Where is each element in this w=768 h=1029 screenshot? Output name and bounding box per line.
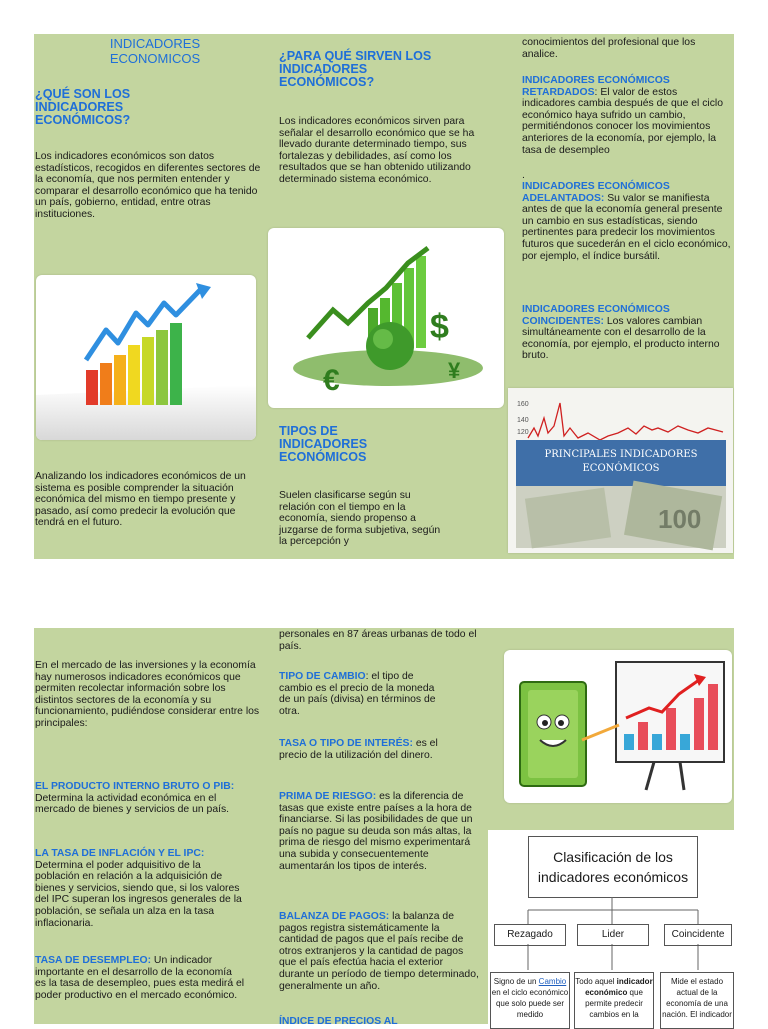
desempleo-label: TASA DE DESEMPLEO: [35,955,152,966]
pib-paragraph [35,781,245,816]
svg-text:¥: ¥ [448,358,461,383]
tick-160: 160 [517,401,529,408]
balanza-label: BALANZA DE PAGOS: [279,911,390,922]
banner-image [508,388,733,553]
desc-lider-a: Todo aquel [575,977,617,986]
desc-lider [574,972,654,1029]
adelantados-paragraph [522,181,732,262]
adelantados-label: INDICADORES ECONÓMICOS ADELANTADOS: [522,181,670,204]
box-coincidente: Coincidente [664,924,732,946]
retardados-paragraph [522,75,732,156]
growth-chart-image [36,275,256,440]
riesgo-paragraph [279,791,479,872]
interes-label: TASA O TIPO DE INTERÉS: [279,738,413,749]
heading-tipos: TIPOS DE INDICADORES ECONÓMICOS [279,424,368,464]
ipc-text: Determina el poder adquisitivo de la población en relación a la adquisición de bienes y servicios, siendo que, si los valores del IPC superan los ingresos generales de la población, se señala un alza en la tasa inflacionaria. [35,859,242,929]
tick-120: 120 [517,429,529,436]
globe-chart-image [268,228,504,408]
desempleo-text: Un indicador importante en el desarrollo de la economía es la tasa de desempleo, pues esta medirá el poder productivo en el mercado económico. [35,955,245,1001]
cambio-paragraph [279,671,439,717]
desc-rezagado-b: en el ciclo económico que solo puede ser medido [491,988,569,1019]
indice-heading: ÍNDICE DE PRECIOS AL [279,1016,398,1027]
balanza-text: la balanza de pagos registra sistemáticamente la cantidad de pagos que el país recibe de otros extranjeros y la cantidad de pagos que el país efectúa hacia el exterior durante un período de tiempo determinado, generalmente un año. [279,911,479,992]
coincidentes-paragraph [522,304,732,362]
bottom-intro: En el mercado de las inversiones y la economía hay numerosos indicadores económicos que permiten recolectar información sobre los distintos sectores de la economía y su funcionamiento, pudiéndose considerar entre los principales: [35,660,260,729]
tipos-paragraph: Suelen clasificarse según su relación con el tiempo en la economía, siendo propenso a juzgarse de forma subjetiva, según la percepción y [279,490,441,548]
desempleo-paragraph [35,955,245,1001]
box-lider: Lider [577,924,649,946]
heading-para-que: ¿PARA QUÉ SIRVEN LOS INDICADORES ECONÓMICOS? [279,49,432,89]
heading-que-son: ¿QUÉ SON LOS INDICADORES ECONÓMICOS? [35,87,131,127]
box-rezagado: Rezagado [494,924,566,946]
interes-paragraph [279,738,449,761]
cambio-text: : el tipo de cambio es el precio de la moneda de un país (divisa) en términos de otra. [279,671,436,717]
classification-diagram [488,830,734,1024]
svg-text:$: $ [430,308,449,346]
tick-140: 140 [517,417,529,424]
svg-text:€: € [323,364,340,397]
growth-bars-icon [36,275,256,440]
globe-money-icon [268,228,504,408]
cambio-label: TIPO DE CAMBIO [279,671,366,682]
bottom-col2-continuation: personales en 87 áreas urbanas de todo el país. [279,629,477,652]
riesgo-label: PRIMA DE RIESGO: [279,791,377,802]
retardados-text: : El valor de estos indicadores cambia después de que el ciclo económico haya sufrido un cambio, permitiéndonos conocer los movimientos anteriores de la economía, por ejemplo, la tasa de desempleo [522,86,724,156]
desc-coincidente: Mide el estado actual de la economía de una nación. El indicador [660,972,734,1029]
desc-lider-b: que permite predecir cambios en la [585,988,643,1019]
adelantados-text: Su valor se manifiesta antes de que la economía general presente un cambio en sus estadísticas, siendo pertinentes para predecir los movimientos futuros que sucederán en el ciclo económico, por ejemplo, el índice bursátil. [522,192,731,262]
pib-text: Determina la actividad económica en el mercado de bienes y servicios de un país. [35,792,230,816]
col3-continuation: conocimientos del profesional que los analice. [522,37,696,60]
interes-text: es el precio de la utilización del dinero. [279,738,438,761]
coincidentes-text: Los valores cambian simultáneamente con el desarrollo de la economía, por ejemplo, el producto interno bruto. [522,315,720,362]
money-presentation-image [504,650,732,803]
diagram-title: Clasificación de los indicadores económicos [537,849,689,885]
money-character-icon [504,650,732,803]
desc-rezagado-a: Signo de un [493,977,539,986]
retardados-label: INDICADORES ECONÓMICOS RETARDADOS [522,75,670,98]
document-title: INDICADORES ECONOMICOS [109,36,201,66]
pib-label: EL PRODUCTO INTERNO BRUTO O PIB: [35,781,235,792]
riesgo-text: es la diferencia de tasas que existe entre países a la hora de financiarse. Si las posibilidades de que un país no pague su deuda son más altas, la prima de riesgo del mismo experimentará una subida y consecuentemente aumentarán los tipos de interés. [279,791,473,872]
desc-lider-bold: indicador económico [585,977,653,997]
ipc-paragraph [35,848,245,929]
cambio-link[interactable]: Cambio [538,977,567,986]
outro-paragraph: Analizando los indicadores económicos de un sistema es posible comprender la situación económica del mismo en tiempo presente y pasado, así como predecir la evolución que tendrá en el futuro. [35,471,246,529]
dot-line: . [522,170,525,181]
banner-title: PRINCIPALES INDICADORES ECONÓMICOS [544,449,698,474]
balanza-paragraph [279,911,479,992]
intro-paragraph: Los indicadores económicos son datos estadísticos, recogidos en diferentes sectores de la economía, que nos permiten entender y comparar el desarrollo económico que ha tenido un país, gobierno, entidad, entre otras instituciones. [35,151,261,220]
ipc-label: LA TASA DE INFLACIÓN Y EL IPC: [35,848,205,859]
para-que-paragraph: Los indicadores económicos sirven para señalar el desarrollo económico que se ha llevado durante determinado tiempo, sus fortalezas y debilidades, así como los resultados que se han obtenido utilizando determinado sistema económico. [279,116,475,185]
coincidentes-label: INDICADORES ECONÓMICOS COINCIDENTES: [522,304,670,327]
svg-text:100: 100 [658,504,702,534]
desc-rezagado [490,972,570,1029]
